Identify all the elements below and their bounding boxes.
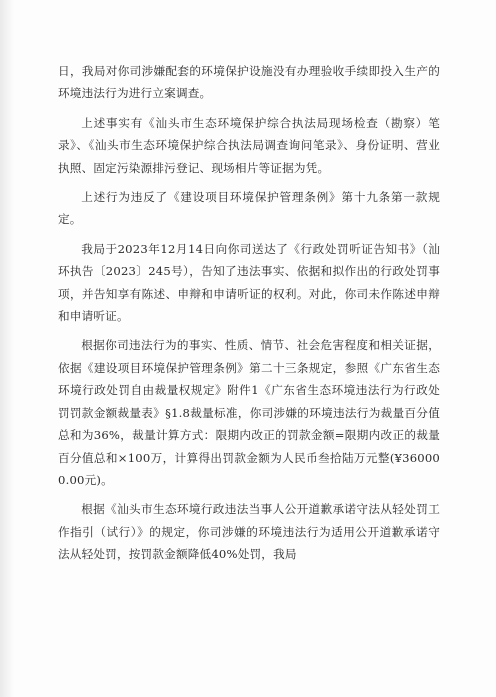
paragraph-investigation: 日，我局对你司涉嫌配套的环境保护设施没有办理验收手续即投入生产的环境违法行为进行立案调查。 — [58, 64, 440, 101]
paragraph-violation: 上述行为违反了《建设项目环境保护管理条例》第十九条第一款规定。 — [58, 190, 440, 227]
paragraph-lenient-penalty: 根据《汕头市生态环境行政违法当事人公开道歉承诺守法从轻处罚工作指引（试行）》的规定，你司涉嫌的环境违法行为适用公开道歉承诺守法从轻处罚，按罚款金额降低40%处罚，我局 — [58, 502, 440, 562]
paragraph-hearing-notice: 我局于2023年12月14日向你司送达了《行政处罚听证告知书》（汕环执告〔2023〕245号），告知了违法事实、依据和拟作出的行政处罚事项，并告知享有陈述、申辩和申请听证的权利。对此，你司未作陈述申辩和申请听证。 — [58, 241, 440, 324]
paragraph-evidence: 上述事实有《汕头市生态环境保护综合执法局现场检查（勘察）笔录》、《汕头市生态环境保护综合执法局调查询问笔录》、身份证明、营业执照、固定污染源排污登记、现场相片等证据为凭。 — [58, 115, 440, 175]
scan-edge-shadow — [0, 0, 14, 697]
paragraph-penalty-basis: 根据你司违法行为的事实、性质、情节、社会危害程度和相关证据，依据《建设项目环境保护管理条例》第二十三条规定，参照《广东省生态环境行政处罚自由裁量权规定》附件1《广东省生态环境违法行为行政处罚罚款金额裁量表》§1.8裁量标准，你司涉嫌的环境违法行为裁量百分值总和为36%，裁量计算方式：限期内改正的罚款金额=限期内改正的裁量百分值总和×100万，计算得出罚款金额为人民币叁拾陆万元整(¥360000.00元)。 — [58, 338, 440, 487]
document-body — [58, 60, 440, 573]
